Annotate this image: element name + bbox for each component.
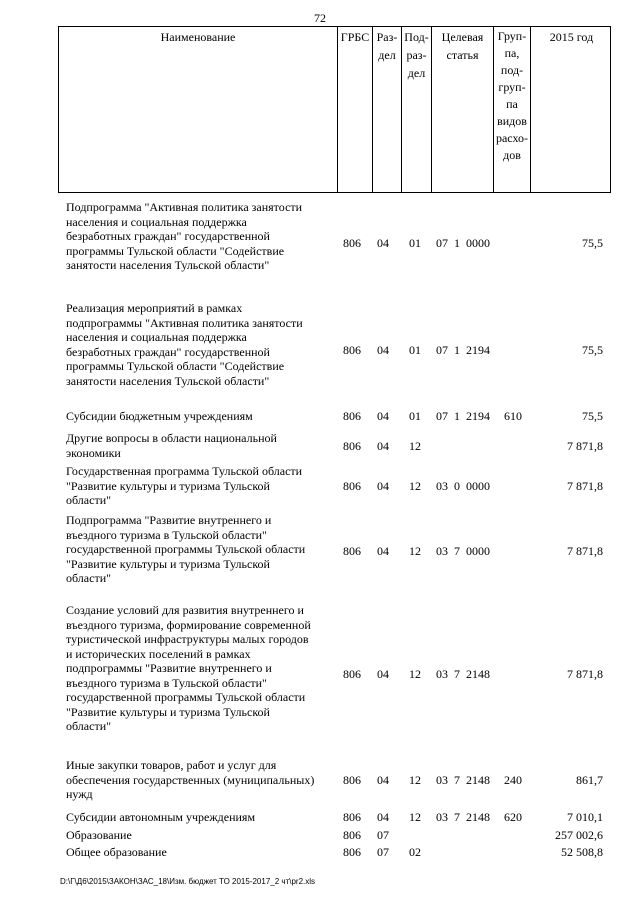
row-name: Субсидии бюджетным учреждениям — [66, 409, 253, 423]
file-path-footer: D:\Г\Д6\2015\ЗАКОН\ЗАС_18\Изм. бюджет ТО 2015-2017_2 чт\pr2.xls — [60, 877, 316, 886]
row-grbs: 806 — [343, 810, 361, 824]
header-razdel: Раз- дел — [372, 27, 401, 192]
row-name: Создание условий для развития внутреннего и въездного туризма, формирование современной туристической инфраструктуры малых городов и исторических поселений в рамках подпрограммы "Развитие внутреннего и въездного туризма в Тульской области" государственной программы Тульской области "Развитие культуры и туризма Тульской области" — [66, 603, 311, 733]
row-amount: 7 871,8 — [567, 667, 603, 681]
row-podrazdel: 12 — [409, 479, 421, 493]
page-number: 72 — [314, 11, 326, 25]
header-name: Наименование — [160, 30, 236, 44]
row-name: Подпрограмма "Развитие внутреннего и въездного туризма в Тульской области" государственной программы Тульской области "Развитие культуры и туризма Тульской области" — [66, 513, 306, 585]
row-group: 620 — [504, 810, 522, 824]
table-header — [58, 26, 611, 193]
row-razdel: 04 — [377, 439, 389, 453]
row-amount: 75,5 — [582, 343, 603, 357]
row-name: Образование — [66, 828, 132, 842]
row-grbs: 806 — [343, 343, 361, 357]
row-razdel: 04 — [377, 773, 389, 787]
row-grbs: 806 — [343, 667, 361, 681]
row-podrazdel: 12 — [409, 773, 421, 787]
row-razdel: 04 — [377, 667, 389, 681]
row-podrazdel: 12 — [409, 667, 421, 681]
row-group: 240 — [504, 773, 522, 787]
row-grbs: 806 — [343, 773, 361, 787]
row-target: 07 1 0000 — [436, 236, 490, 250]
header-podrazdel: Под- раз- дел — [401, 27, 431, 192]
row-target: 03 7 2148 — [436, 773, 490, 787]
row-amount: 52 508,8 — [561, 845, 603, 859]
row-razdel: 07 — [377, 828, 389, 842]
row-target: 07 1 2194 — [436, 343, 490, 357]
row-group: 610 — [504, 409, 522, 423]
row-grbs: 806 — [343, 544, 361, 558]
row-target: 03 7 2148 — [436, 667, 490, 681]
row-amount: 75,5 — [582, 409, 603, 423]
row-podrazdel: 01 — [409, 343, 421, 357]
row-name: Общее образование — [66, 845, 167, 859]
row-razdel: 04 — [377, 409, 389, 423]
row-amount: 7 871,8 — [567, 544, 603, 558]
row-amount: 7 010,1 — [567, 810, 603, 824]
header-year: 2015 год — [530, 27, 612, 192]
row-grbs: 806 — [343, 409, 361, 423]
row-podrazdel: 02 — [409, 845, 421, 859]
row-grbs: 806 — [343, 236, 361, 250]
header-target: Целевая статья — [431, 27, 493, 192]
row-grbs: 806 — [343, 439, 361, 453]
header-grbs: ГРБС — [337, 27, 372, 192]
row-podrazdel: 01 — [409, 409, 421, 423]
header-group: Груп- па, под- груп- па видов расхо- дов — [493, 27, 530, 192]
row-target: 03 7 0000 — [436, 544, 490, 558]
row-name: Государственная программа Тульской области "Развитие культуры и туризма Тульской области" — [66, 464, 303, 507]
row-grbs: 806 — [343, 479, 361, 493]
row-name: Реализация мероприятий в рамках подпрограммы "Активная политика занятости населения и социальная поддержка безработных граждан" государственной программы Тульской области "Содействие занятости населения Тульской области" — [66, 301, 303, 388]
row-razdel: 04 — [377, 236, 389, 250]
row-amount: 861,7 — [576, 773, 603, 787]
row-razdel: 04 — [377, 343, 389, 357]
row-amount: 7 871,8 — [567, 479, 603, 493]
row-grbs: 806 — [343, 845, 361, 859]
row-razdel: 07 — [377, 845, 389, 859]
row-target: 03 0 0000 — [436, 479, 490, 493]
row-razdel: 04 — [377, 544, 389, 558]
row-podrazdel: 12 — [409, 810, 421, 824]
row-razdel: 04 — [377, 479, 389, 493]
row-name: Субсидии автономным учреждениям — [66, 810, 256, 824]
row-podrazdel: 12 — [409, 544, 421, 558]
row-razdel: 04 — [377, 810, 389, 824]
row-amount: 257 002,6 — [555, 828, 603, 842]
row-target: 07 1 2194 — [436, 409, 490, 423]
row-podrazdel: 01 — [409, 236, 421, 250]
row-name: Другие вопросы в области национальной экономики — [66, 431, 277, 460]
row-amount: 7 871,8 — [567, 439, 603, 453]
row-target: 03 7 2148 — [436, 810, 490, 824]
row-name: Подпрограмма "Активная политика занятости населения и социальная поддержка безработных граждан" государственной программы Тульской области "Содействие занятости населения Тульской области" — [66, 200, 303, 272]
row-podrazdel: 12 — [409, 439, 421, 453]
row-grbs: 806 — [343, 828, 361, 842]
row-amount: 75,5 — [582, 236, 603, 250]
row-name: Иные закупки товаров, работ и услуг для обеспечения государственных (муниципальных) нужд — [66, 758, 315, 801]
